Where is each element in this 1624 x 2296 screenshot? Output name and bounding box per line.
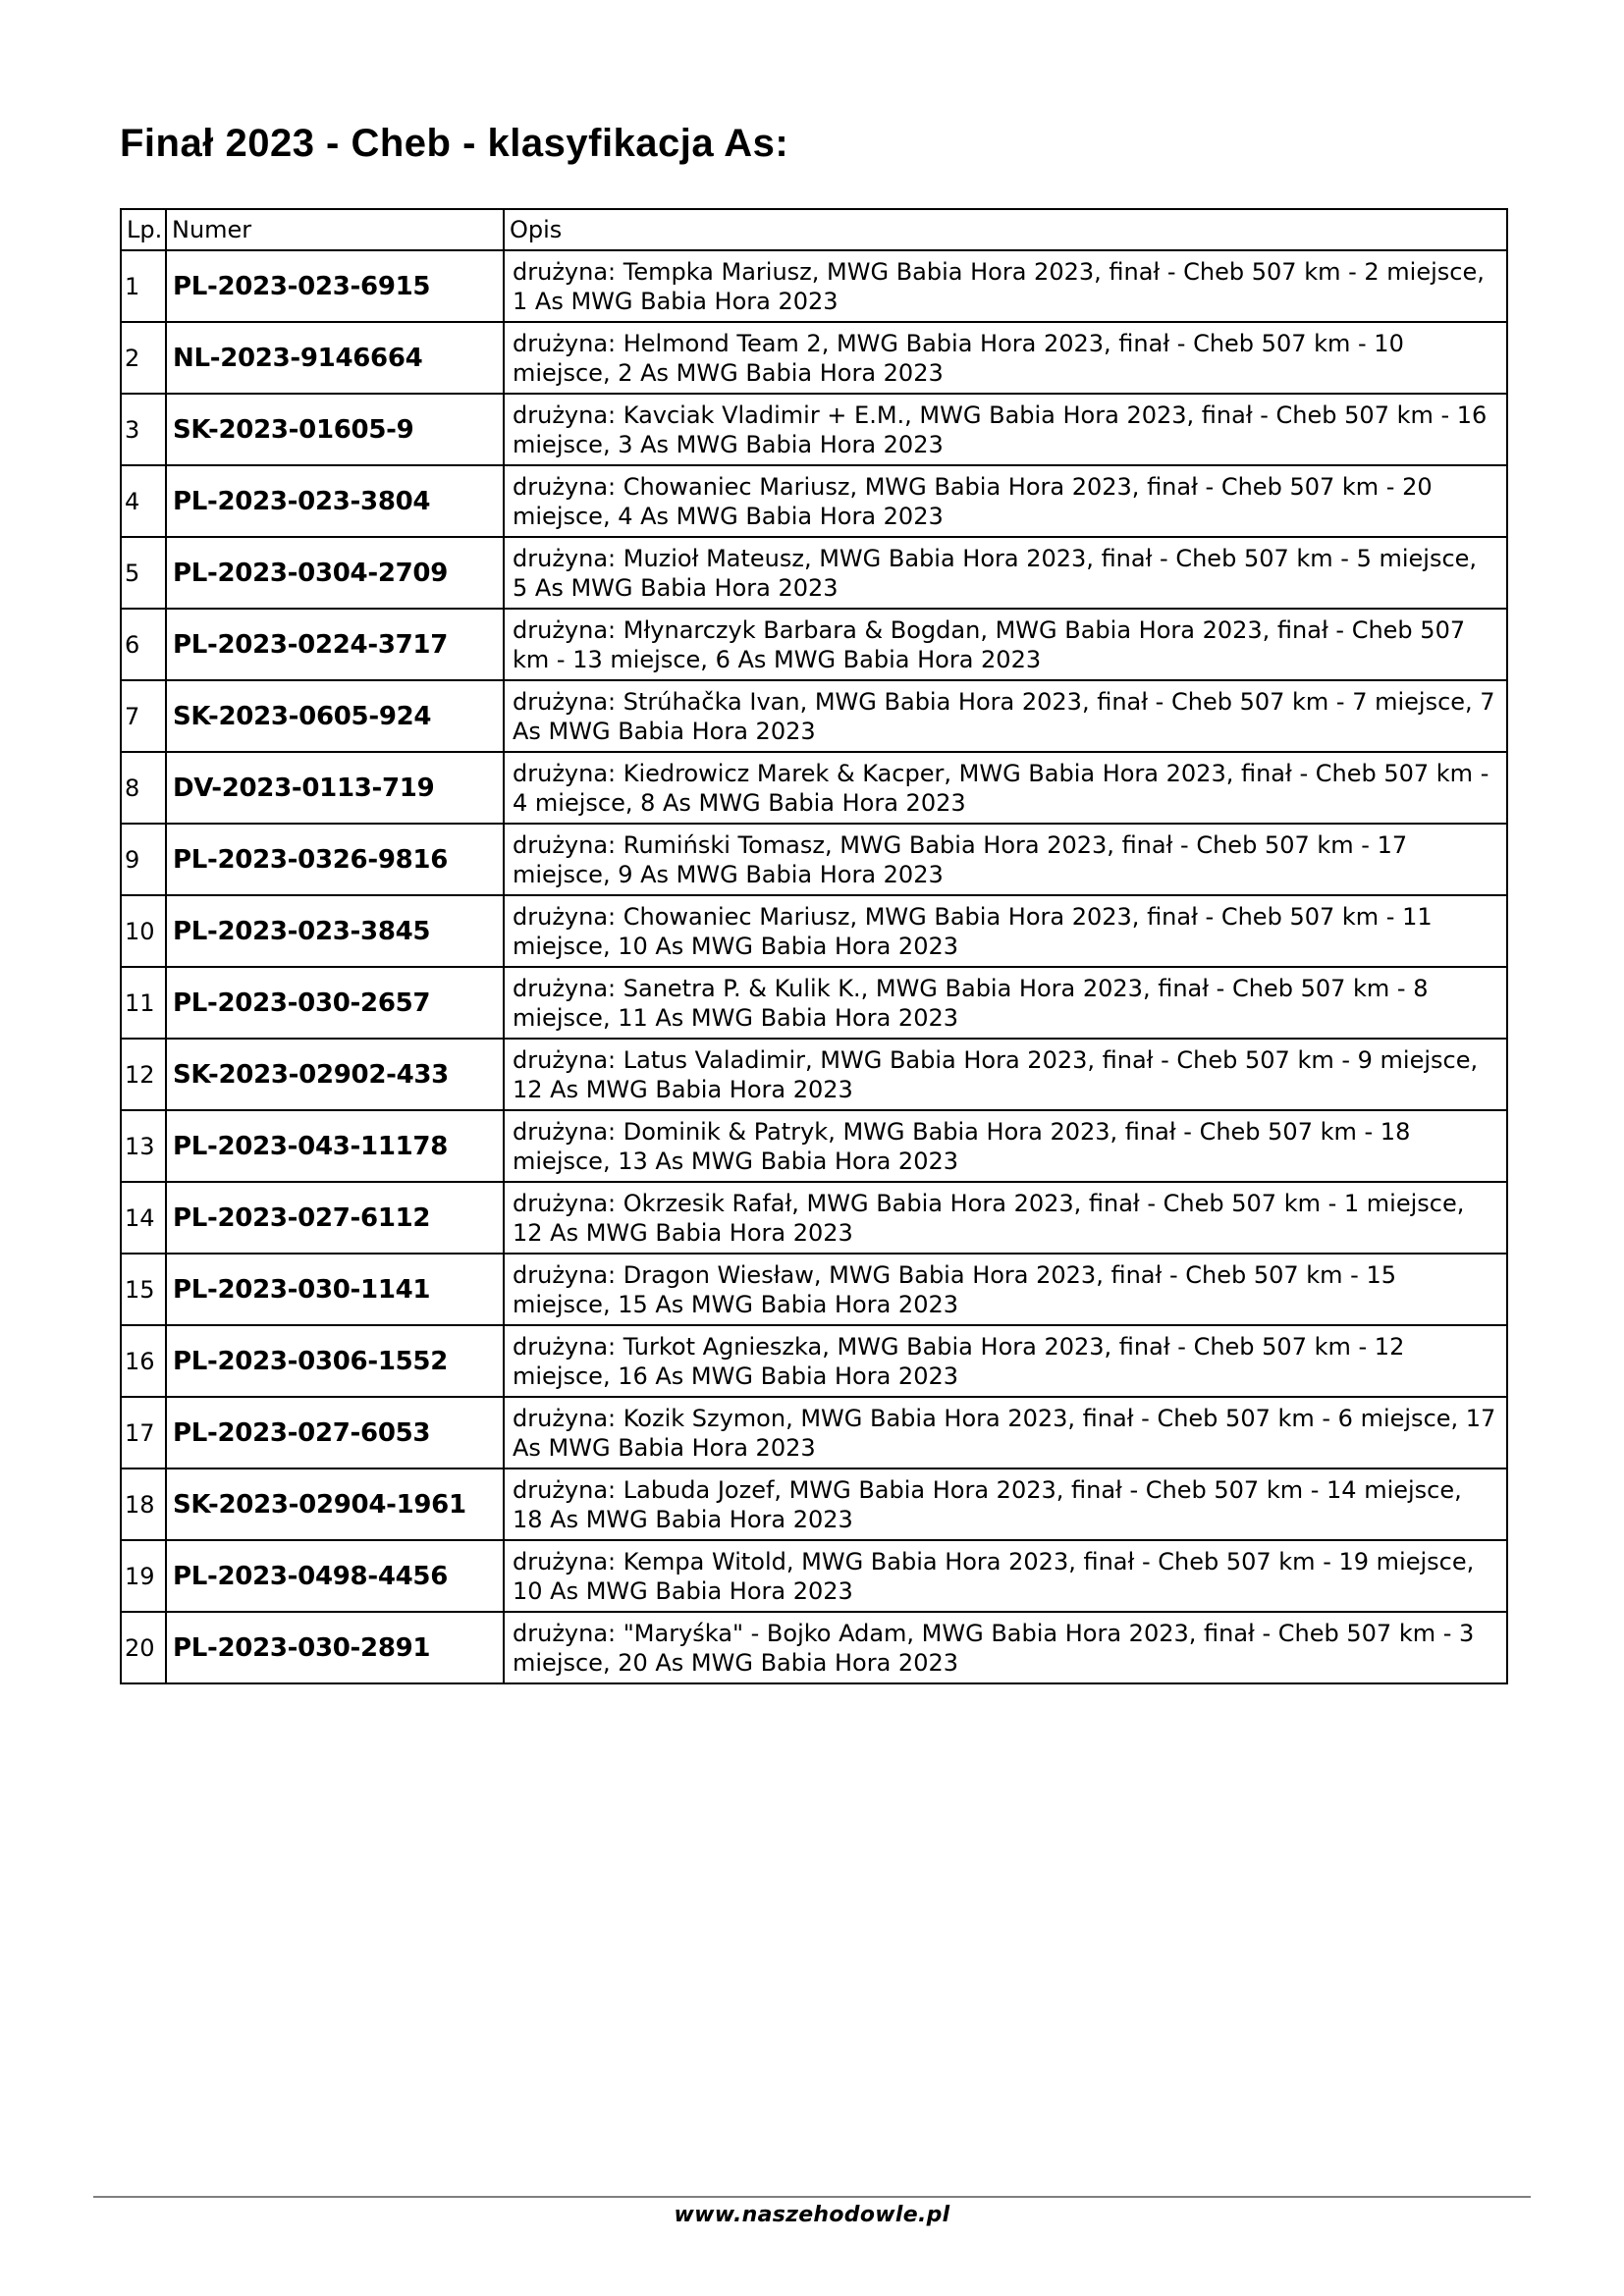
ring-number-cell: PL-2023-023-6915 xyxy=(166,250,504,322)
table-row xyxy=(121,895,1507,967)
table-row xyxy=(121,1039,1507,1110)
description-cell: drużyna: Dragon Wiesław, MWG Babia Hora 2023, finał - Cheb 507 km - 15 miejsce, 15 As MWG Babia Hora 2023 xyxy=(504,1254,1507,1325)
ring-number-cell: SK-2023-02902-433 xyxy=(166,1039,504,1110)
ring-number-cell: PL-2023-0304-2709 xyxy=(166,537,504,609)
row-index-cell: 19 xyxy=(121,1540,166,1612)
ring-number-cell: SK-2023-02904-1961 xyxy=(166,1468,504,1540)
results-table xyxy=(120,208,1508,1684)
row-index-cell: 16 xyxy=(121,1325,166,1397)
results-table-header xyxy=(121,209,1507,250)
footer-divider xyxy=(93,2196,1531,2198)
row-index-cell: 13 xyxy=(121,1110,166,1182)
ring-number-cell: PL-2023-030-1141 xyxy=(166,1254,504,1325)
column-header-lp: Lp. xyxy=(121,209,166,250)
table-row xyxy=(121,537,1507,609)
table-row xyxy=(121,967,1507,1039)
description-cell: drużyna: Chowaniec Mariusz, MWG Babia Hora 2023, finał - Cheb 507 km - 11 miejsce, 10 As MWG Babia Hora 2023 xyxy=(504,895,1507,967)
description-cell: drużyna: Muzioł Mateusz, MWG Babia Hora 2023, finał - Cheb 507 km - 5 miejsce, 5 As MWG Babia Hora 2023 xyxy=(504,537,1507,609)
row-index-cell: 1 xyxy=(121,250,166,322)
table-row xyxy=(121,1254,1507,1325)
row-index-cell: 12 xyxy=(121,1039,166,1110)
description-cell: drużyna: Chowaniec Mariusz, MWG Babia Hora 2023, finał - Cheb 507 km - 20 miejsce, 4 As MWG Babia Hora 2023 xyxy=(504,465,1507,537)
row-index-cell: 17 xyxy=(121,1397,166,1468)
ring-number-cell: PL-2023-030-2891 xyxy=(166,1612,504,1683)
description-cell: drużyna: Kozik Szymon, MWG Babia Hora 2023, finał - Cheb 507 km - 6 miejsce, 17 As MWG Babia Hora 2023 xyxy=(504,1397,1507,1468)
ring-number-cell: SK-2023-0605-924 xyxy=(166,680,504,752)
row-index-cell: 8 xyxy=(121,752,166,824)
ring-number-cell: PL-2023-0498-4456 xyxy=(166,1540,504,1612)
description-cell: drużyna: Rumiński Tomasz, MWG Babia Hora 2023, finał - Cheb 507 km - 17 miejsce, 9 As MWG Babia Hora 2023 xyxy=(504,824,1507,895)
results-table-body xyxy=(121,250,1507,1683)
description-cell: drużyna: Dominik & Patryk, MWG Babia Hora 2023, finał - Cheb 507 km - 18 miejsce, 13 As MWG Babia Hora 2023 xyxy=(504,1110,1507,1182)
row-index-cell: 15 xyxy=(121,1254,166,1325)
ring-number-cell: SK-2023-01605-9 xyxy=(166,394,504,465)
row-index-cell: 14 xyxy=(121,1182,166,1254)
description-cell: drużyna: Kempa Witold, MWG Babia Hora 2023, finał - Cheb 507 km - 19 miejsce, 10 As MWG Babia Hora 2023 xyxy=(504,1540,1507,1612)
ring-number-cell: PL-2023-0306-1552 xyxy=(166,1325,504,1397)
table-row xyxy=(121,824,1507,895)
description-cell: drużyna: Kavciak Vladimir + E.M., MWG Babia Hora 2023, finał - Cheb 507 km - 16 miejsce, 3 As MWG Babia Hora 2023 xyxy=(504,394,1507,465)
row-index-cell: 11 xyxy=(121,967,166,1039)
row-index-cell: 7 xyxy=(121,680,166,752)
description-cell: drużyna: Sanetra P. & Kulik K., MWG Babia Hora 2023, finał - Cheb 507 km - 8 miejsce, 11 As MWG Babia Hora 2023 xyxy=(504,967,1507,1039)
ring-number-cell: PL-2023-043-11178 xyxy=(166,1110,504,1182)
description-cell: drużyna: Tempka Mariusz, MWG Babia Hora 2023, finał - Cheb 507 km - 2 miejsce, 1 As MWG Babia Hora 2023 xyxy=(504,250,1507,322)
description-cell: drużyna: Strúhačka Ivan, MWG Babia Hora 2023, finał - Cheb 507 km - 7 miejsce, 7 As MWG Babia Hora 2023 xyxy=(504,680,1507,752)
ring-number-cell: PL-2023-030-2657 xyxy=(166,967,504,1039)
description-cell: drużyna: Okrzesik Rafał, MWG Babia Hora 2023, finał - Cheb 507 km - 1 miejsce, 12 As MWG Babia Hora 2023 xyxy=(504,1182,1507,1254)
description-cell: drużyna: Młynarczyk Barbara & Bogdan, MWG Babia Hora 2023, finał - Cheb 507 km - 13 miejsce, 6 As MWG Babia Hora 2023 xyxy=(504,609,1507,680)
description-cell: drużyna: Turkot Agnieszka, MWG Babia Hora 2023, finał - Cheb 507 km - 12 miejsce, 16 As MWG Babia Hora 2023 xyxy=(504,1325,1507,1397)
table-row xyxy=(121,1468,1507,1540)
row-index-cell: 9 xyxy=(121,824,166,895)
row-index-cell: 5 xyxy=(121,537,166,609)
header-row xyxy=(121,209,1507,250)
ring-number-cell: PL-2023-023-3804 xyxy=(166,465,504,537)
ring-number-cell: PL-2023-023-3845 xyxy=(166,895,504,967)
table-row xyxy=(121,394,1507,465)
table-row xyxy=(121,1540,1507,1612)
page-title: Finał 2023 - Cheb - klasyfikacja As: xyxy=(120,122,789,165)
row-index-cell: 18 xyxy=(121,1468,166,1540)
description-cell: drużyna: Labuda Jozef, MWG Babia Hora 2023, finał - Cheb 507 km - 14 miejsce, 18 As MWG Babia Hora 2023 xyxy=(504,1468,1507,1540)
row-index-cell: 3 xyxy=(121,394,166,465)
ring-number-cell: DV-2023-0113-719 xyxy=(166,752,504,824)
ring-number-cell: PL-2023-027-6112 xyxy=(166,1182,504,1254)
ring-number-cell: NL-2023-9146664 xyxy=(166,322,504,394)
row-index-cell: 4 xyxy=(121,465,166,537)
table-row xyxy=(121,250,1507,322)
description-cell: drużyna: Kiedrowicz Marek & Kacper, MWG Babia Hora 2023, finał - Cheb 507 km - 4 miejsce, 8 As MWG Babia Hora 2023 xyxy=(504,752,1507,824)
table-row xyxy=(121,609,1507,680)
table-row xyxy=(121,1110,1507,1182)
ring-number-cell: PL-2023-0224-3717 xyxy=(166,609,504,680)
description-cell: drużyna: "Maryśka" - Bojko Adam, MWG Babia Hora 2023, finał - Cheb 507 km - 3 miejsce, 20 As MWG Babia Hora 2023 xyxy=(504,1612,1507,1683)
row-index-cell: 10 xyxy=(121,895,166,967)
row-index-cell: 2 xyxy=(121,322,166,394)
table-row xyxy=(121,752,1507,824)
table-row xyxy=(121,465,1507,537)
table-row xyxy=(121,1612,1507,1683)
footer-website: www.naszehodowle.pl xyxy=(674,2203,950,2227)
description-cell: drużyna: Helmond Team 2, MWG Babia Hora 2023, finał - Cheb 507 km - 10 miejsce, 2 As MWG Babia Hora 2023 xyxy=(504,322,1507,394)
column-header-numer: Numer xyxy=(166,209,504,250)
row-index-cell: 6 xyxy=(121,609,166,680)
table-row xyxy=(121,680,1507,752)
table-row xyxy=(121,1182,1507,1254)
table-row xyxy=(121,322,1507,394)
ring-number-cell: PL-2023-0326-9816 xyxy=(166,824,504,895)
ring-number-cell: PL-2023-027-6053 xyxy=(166,1397,504,1468)
description-cell: drużyna: Latus Valadimir, MWG Babia Hora 2023, finał - Cheb 507 km - 9 miejsce, 12 As MWG Babia Hora 2023 xyxy=(504,1039,1507,1110)
table-row xyxy=(121,1397,1507,1468)
table-row xyxy=(121,1325,1507,1397)
column-header-opis: Opis xyxy=(504,209,1507,250)
row-index-cell: 20 xyxy=(121,1612,166,1683)
